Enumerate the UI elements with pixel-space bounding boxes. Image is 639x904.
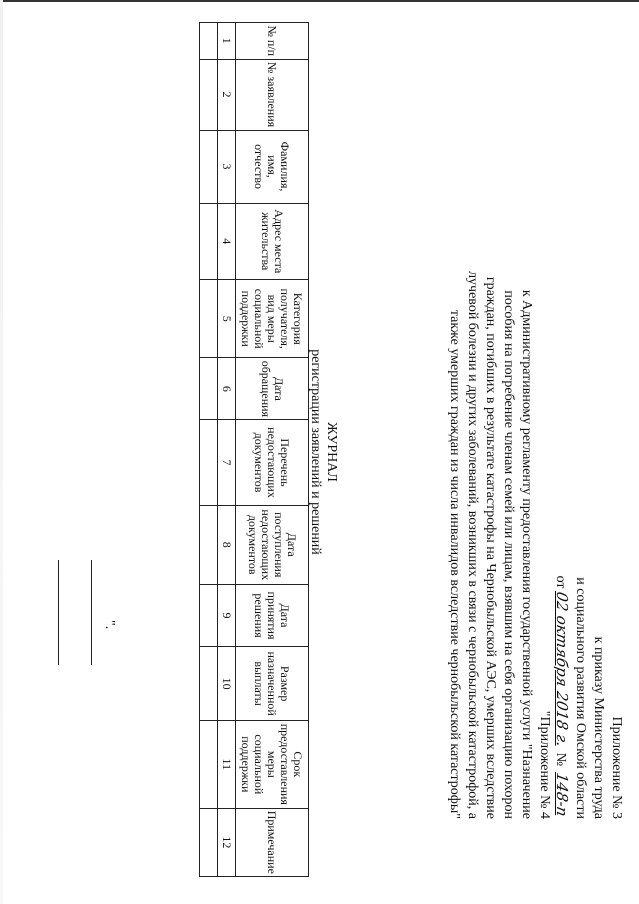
appendix-4-header (445, 269, 553, 819)
column-number: 3 (218, 130, 236, 203)
table-empty-row (200, 23, 218, 877)
empty-cell (200, 358, 218, 420)
col-header-application-number: № заявления (236, 59, 309, 130)
closing-line-2 (58, 560, 59, 665)
column-number: 5 (218, 280, 236, 358)
col-header-application-date: Дата обращения (236, 358, 309, 420)
appendix-3-line-1: к приказу Министерства труда (591, 636, 606, 819)
col-header-category: Категория получателя, вид меры социальной поддержки (236, 280, 309, 358)
closing-line-1 (91, 560, 92, 665)
column-number: 10 (218, 647, 236, 721)
column-number: 7 (218, 420, 236, 505)
order-number-handwritten: 148-п (553, 771, 571, 818)
column-number: 6 (218, 358, 236, 420)
empty-cell (200, 584, 218, 646)
appendix-4-text: к Административному регламенту предоставления государственной услуги "Назначение пособия на погребение членам семей или лицам, взявшим на себя организацию похорон граждан, погибших в результате катастрофы на Чернобыльской АЭС, умерших вследствие лучевой болезни и других заболеваний, возникших в связи с чернобыльской катастрофой, а также умерших граждан из числа инвалидов вследствие чернобыльской катастрофы" (447, 271, 534, 819)
col-header-support-period: Срок предоставления меры социальной поддержки (236, 721, 309, 809)
column-number: 12 (218, 808, 236, 876)
col-header-note: Примечание (236, 808, 309, 876)
empty-cell (200, 647, 218, 721)
empty-cell (200, 59, 218, 130)
col-header-full-name: Фамилия, имя, отчество (236, 130, 309, 203)
empty-cell (200, 280, 218, 358)
column-number: 11 (218, 721, 236, 809)
registration-table (199, 22, 309, 877)
order-number-label: № (553, 752, 568, 767)
col-header-address: Адрес места жительства (236, 203, 309, 279)
column-number: 9 (218, 584, 236, 646)
column-number: 4 (218, 203, 236, 279)
journal-subtitle: регистрации заявлений и решений (308, 349, 323, 555)
journal-heading (307, 0, 339, 904)
empty-cell (200, 203, 218, 279)
col-header-missing-documents: Перечень недостающих документов (236, 420, 309, 505)
empty-cell (200, 721, 218, 809)
table-numbering-row (218, 23, 236, 877)
table-header-row (236, 23, 309, 877)
order-date-line (551, 0, 571, 819)
appendix-4-title: "Приложение № 4 (537, 710, 552, 819)
closing-quote: ". (102, 620, 117, 630)
column-number: 1 (218, 23, 236, 60)
appendix-3-title: Приложение № 3 (609, 716, 624, 819)
column-number: 2 (218, 59, 236, 130)
empty-cell (200, 130, 218, 203)
journal-title: ЖУРНАЛ (324, 422, 339, 482)
empty-cell (200, 505, 218, 584)
col-header-row-number: № п/п (236, 23, 309, 60)
empty-cell (200, 808, 218, 876)
order-prefix: от (553, 575, 568, 589)
col-header-payment-amount: Размер назначенной выплаты (236, 647, 309, 721)
order-date-handwritten: 02 октября 2018 г. (553, 589, 571, 748)
empty-cell (200, 420, 218, 505)
appendix-3-line-2: и социального развития Омской области (573, 577, 588, 819)
col-header-decision-date: Дата принятия решения (236, 584, 309, 646)
column-number: 8 (218, 505, 236, 584)
appendix-3-header (551, 0, 625, 904)
empty-cell (200, 23, 218, 60)
col-header-missing-documents-date: Дата поступления недостающих документов (236, 505, 309, 584)
